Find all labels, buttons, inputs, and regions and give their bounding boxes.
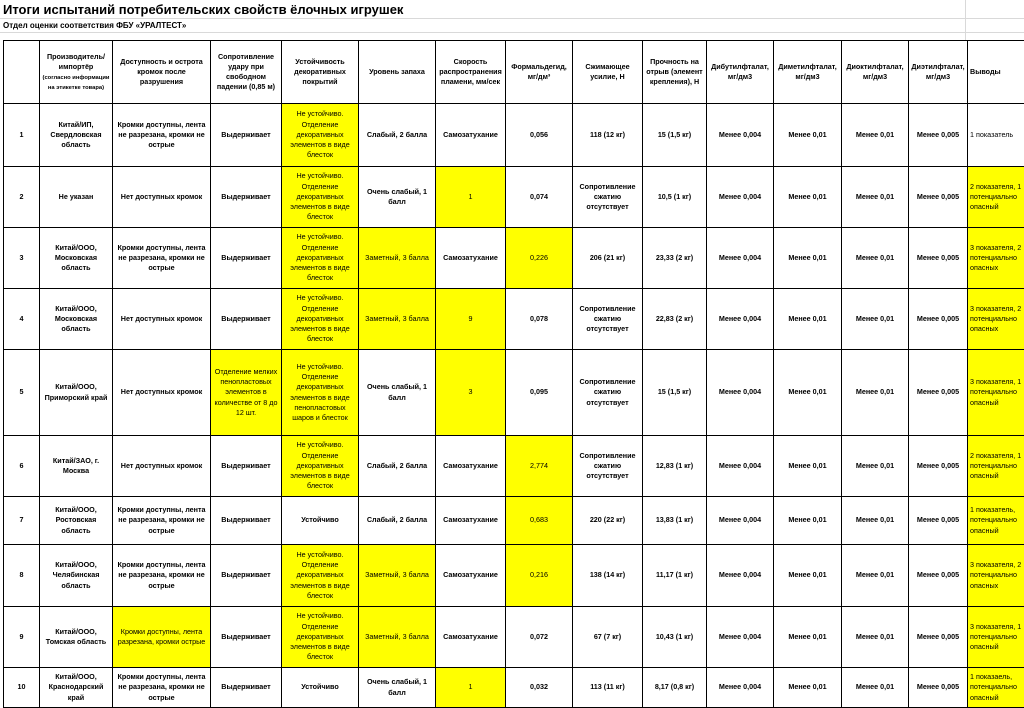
cell-dep: Менее 0,005 — [909, 228, 968, 289]
cell-impact: Выдерживает — [211, 104, 282, 167]
cell-dop: Менее 0,01 — [842, 497, 909, 545]
cell-dep: Менее 0,005 — [909, 607, 968, 668]
cell-dop: Менее 0,01 — [842, 104, 909, 167]
cell-formaldehyde: 0,078 — [506, 289, 573, 350]
cell-dop: Менее 0,01 — [842, 289, 909, 350]
cell-conclusion: 3 показателя, 2 потенциально опасных — [968, 545, 1024, 607]
cell-dep: Менее 0,005 — [909, 545, 968, 607]
cell-accessibility: Нет доступных кромок — [113, 350, 211, 436]
cell-compression: 220 (22 кг) — [573, 497, 643, 545]
cell-num: 9 — [4, 607, 40, 668]
header-accessibility: Доступность и острота кромок после разрушения — [113, 41, 211, 104]
cell-conclusion: 3 показателя, 2 потенциально опасных — [968, 289, 1024, 350]
cell-flame: 1 — [436, 668, 506, 708]
cell-odor: Заметный, 3 балла — [359, 228, 436, 289]
header-compression: Сжимающее усилие, Н — [573, 41, 643, 104]
cell-accessibility: Кромки доступны, лента не разрезана, кромки не острые — [113, 104, 211, 167]
header-formaldehyde: Формальдегид, мг/дм³ — [506, 41, 573, 104]
cell-flame: Самозатухание — [436, 545, 506, 607]
table-row — [4, 545, 1024, 607]
cell-num: 10 — [4, 668, 40, 708]
table-row — [4, 668, 1024, 708]
cell-compression: 206 (21 кг) — [573, 228, 643, 289]
cell-dep: Менее 0,005 — [909, 104, 968, 167]
cell-coating: Не устойчиво. Отделение декоративных элементов в виде блесток — [282, 104, 359, 167]
cell-flame: Самозатухание — [436, 436, 506, 497]
cell-tear: 15 (1,5 кг) — [643, 350, 707, 436]
grid-line — [965, 0, 966, 40]
cell-tear: 8,17 (0,8 кг) — [643, 668, 707, 708]
header-dep: Диэтилфталат, мг/дм3 — [909, 41, 968, 104]
table-row — [4, 167, 1024, 228]
cell-manufacturer: Китай/ООО, Ростовская область — [40, 497, 113, 545]
cell-flame: Самозатухание — [436, 497, 506, 545]
cell-dbp: Менее 0,004 — [707, 350, 774, 436]
cell-odor: Очень слабый, 1 балл — [359, 668, 436, 708]
cell-formaldehyde: 0,074 — [506, 167, 573, 228]
cell-tear: 10,5 (1 кг) — [643, 167, 707, 228]
cell-tear: 15 (1,5 кг) — [643, 104, 707, 167]
cell-dbp: Менее 0,004 — [707, 668, 774, 708]
cell-impact: Выдерживает — [211, 607, 282, 668]
cell-num: 8 — [4, 545, 40, 607]
cell-compression: Сопротивление сжатию отсутствует — [573, 436, 643, 497]
cell-dep: Менее 0,005 — [909, 167, 968, 228]
cell-flame: Самозатухание — [436, 607, 506, 668]
cell-impact: Выдерживает — [211, 497, 282, 545]
cell-odor: Слабый, 2 балла — [359, 436, 436, 497]
cell-compression: 67 (7 кг) — [573, 607, 643, 668]
header-dbp: Дибутилфталат, мг/дм3 — [707, 41, 774, 104]
cell-formaldehyde: 0,095 — [506, 350, 573, 436]
cell-flame: 9 — [436, 289, 506, 350]
cell-dbp: Менее 0,004 — [707, 436, 774, 497]
cell-manufacturer: Китай/ИП, Свердловская область — [40, 104, 113, 167]
cell-tear: 13,83 (1 кг) — [643, 497, 707, 545]
cell-accessibility: Нет доступных кромок — [113, 436, 211, 497]
cell-impact: Выдерживает — [211, 668, 282, 708]
cell-tear: 10,43 (1 кг) — [643, 607, 707, 668]
cell-accessibility: Кромки доступны, лента не разрезана, кромки не острые — [113, 545, 211, 607]
cell-dop: Менее 0,01 — [842, 228, 909, 289]
cell-coating: Не устойчиво. Отделение декоративных элементов в виде блесток — [282, 545, 359, 607]
cell-formaldehyde: 0,072 — [506, 607, 573, 668]
cell-dbp: Менее 0,004 — [707, 497, 774, 545]
page-subtitle: Отдел оценки соответствия ФБУ «УРАЛТЕСТ» — [3, 21, 187, 30]
table-row — [4, 104, 1024, 167]
cell-compression: 118 (12 кг) — [573, 104, 643, 167]
cell-num: 2 — [4, 167, 40, 228]
cell-dmp: Менее 0,01 — [774, 436, 842, 497]
cell-dmp: Менее 0,01 — [774, 350, 842, 436]
header-manufacturer-note: (согласно информации на этикетке товара) — [42, 75, 110, 92]
cell-dmp: Менее 0,01 — [774, 167, 842, 228]
header-tear: Прочность на отрыв (элемент крепления), Н — [643, 41, 707, 104]
header-dop: Диоктилфталат, мг/дм3 — [842, 41, 909, 104]
cell-num: 3 — [4, 228, 40, 289]
cell-dep: Менее 0,005 — [909, 497, 968, 545]
cell-manufacturer: Не указан — [40, 167, 113, 228]
cell-formaldehyde: 2,774 — [506, 436, 573, 497]
table-row — [4, 436, 1024, 497]
cell-dop: Менее 0,01 — [842, 668, 909, 708]
cell-dbp: Менее 0,004 — [707, 104, 774, 167]
cell-dop: Менее 0,01 — [842, 607, 909, 668]
header-row — [4, 41, 1024, 104]
cell-dmp: Менее 0,01 — [774, 545, 842, 607]
cell-manufacturer: Китай/ООО, Челябинская область — [40, 545, 113, 607]
cell-impact: Выдерживает — [211, 289, 282, 350]
cell-dmp: Менее 0,01 — [774, 497, 842, 545]
cell-dmp: Менее 0,01 — [774, 104, 842, 167]
cell-flame: 1 — [436, 167, 506, 228]
header-manufacturer-label: Производитель/ импортёр — [46, 51, 106, 71]
cell-coating: Не устойчиво. Отделение декоративных элементов в виде блесток — [282, 436, 359, 497]
cell-flame: 3 — [436, 350, 506, 436]
cell-conclusion: 2 показателя, 1 потенциально опасный — [968, 436, 1024, 497]
cell-odor: Заметный, 3 балла — [359, 607, 436, 668]
cell-manufacturer: Китай/ООО, Томская область — [40, 607, 113, 668]
cell-coating: Не устойчиво. Отделение декоративных элементов в виде блесток — [282, 289, 359, 350]
cell-formaldehyde: 0,683 — [506, 497, 573, 545]
header-dmp: Диметилфталат, мг/дм3 — [774, 41, 842, 104]
header-impact: Сопротивление удару при свободном падении (0,85 м) — [211, 41, 282, 104]
cell-dep: Менее 0,005 — [909, 436, 968, 497]
cell-formaldehyde: 0,226 — [506, 228, 573, 289]
grid-line — [0, 18, 1024, 19]
cell-coating: Устойчиво — [282, 668, 359, 708]
cell-tear: 22,83 (2 кг) — [643, 289, 707, 350]
cell-dep: Менее 0,005 — [909, 289, 968, 350]
cell-accessibility: Кромки доступны, лента не разрезана, кромки не острые — [113, 497, 211, 545]
cell-accessibility: Нет доступных кромок — [113, 289, 211, 350]
cell-tear: 23,33 (2 кг) — [643, 228, 707, 289]
table-row — [4, 350, 1024, 436]
cell-impact: Выдерживает — [211, 436, 282, 497]
cell-compression: 113 (11 кг) — [573, 668, 643, 708]
cell-accessibility: Кромки доступны, лента не разрезана, кромки не острые — [113, 228, 211, 289]
cell-impact: Отделение мелких пенопластовых элементов в количестве от 8 до 12 шт. — [211, 350, 282, 436]
cell-dmp: Менее 0,01 — [774, 668, 842, 708]
cell-dbp: Менее 0,004 — [707, 607, 774, 668]
cell-manufacturer: Китай/ООО, Московская область — [40, 289, 113, 350]
cell-dbp: Менее 0,004 — [707, 289, 774, 350]
table-row — [4, 228, 1024, 289]
cell-coating: Не устойчиво. Отделение декоративных элементов в виде пенопластовых шаров и блесток — [282, 350, 359, 436]
cell-tear: 12,83 (1 кг) — [643, 436, 707, 497]
cell-dop: Менее 0,01 — [842, 167, 909, 228]
cell-conclusion: 2 показателя, 1 потенциально опасный — [968, 167, 1024, 228]
cell-compression: Сопротивление сжатию отсутствует — [573, 350, 643, 436]
cell-coating: Не устойчиво. Отделение декоративных элементов в виде блесток — [282, 228, 359, 289]
cell-coating: Не устойчиво. Отделение декоративных элементов в виде блесток — [282, 167, 359, 228]
cell-dbp: Менее 0,004 — [707, 545, 774, 607]
header-odor: Уровень запаха — [359, 41, 436, 104]
cell-flame: Самозатухание — [436, 104, 506, 167]
cell-compression: Сопротивление сжатию отсутствует — [573, 167, 643, 228]
cell-manufacturer: Китай/ООО, Краснодарский край — [40, 668, 113, 708]
cell-dmp: Менее 0,01 — [774, 607, 842, 668]
header-flame: Скорость распространения пламени, мм/сек — [436, 41, 506, 104]
cell-dop: Менее 0,01 — [842, 350, 909, 436]
cell-num: 5 — [4, 350, 40, 436]
cell-accessibility: Кромки доступны, лента не разрезана, кромки не острые — [113, 668, 211, 708]
header-conclusion: Выводы — [968, 41, 1024, 104]
cell-impact: Выдерживает — [211, 167, 282, 228]
cell-conclusion: 3 показателя, 1 потенциально опасный — [968, 607, 1024, 668]
cell-formaldehyde: 0,056 — [506, 104, 573, 167]
page-title: Итоги испытаний потребительских свойств ёлочных игрушек — [3, 2, 404, 17]
cell-dep: Менее 0,005 — [909, 350, 968, 436]
cell-impact: Выдерживает — [211, 545, 282, 607]
cell-manufacturer: Китай/ЗАО, г. Москва — [40, 436, 113, 497]
cell-dep: Менее 0,005 — [909, 668, 968, 708]
cell-accessibility: Нет доступных кромок — [113, 167, 211, 228]
cell-odor: Заметный, 3 балла — [359, 289, 436, 350]
cell-odor: Заметный, 3 балла — [359, 545, 436, 607]
table-row — [4, 289, 1024, 350]
cell-dmp: Менее 0,01 — [774, 289, 842, 350]
cell-tear: 11,17 (1 кг) — [643, 545, 707, 607]
cell-flame: Самозатухание — [436, 228, 506, 289]
cell-odor: Очень слабый, 1 балл — [359, 167, 436, 228]
cell-compression: Сопротивление сжатию отсутствует — [573, 289, 643, 350]
cell-accessibility: Кромки доступны, лента разрезана, кромки острые — [113, 607, 211, 668]
cell-conclusion: 1 показаель, потенциально опасный — [968, 668, 1024, 708]
cell-compression: 138 (14 кг) — [573, 545, 643, 607]
cell-dmp: Менее 0,01 — [774, 228, 842, 289]
cell-odor: Слабый, 2 балла — [359, 497, 436, 545]
cell-dbp: Менее 0,004 — [707, 228, 774, 289]
cell-dop: Менее 0,01 — [842, 436, 909, 497]
cell-impact: Выдерживает — [211, 228, 282, 289]
cell-odor: Очень слабый, 1 балл — [359, 350, 436, 436]
table-row — [4, 607, 1024, 668]
cell-conclusion: 1 показатель, потенциально опасный — [968, 497, 1024, 545]
cell-manufacturer: Китай/ООО, Московская область — [40, 228, 113, 289]
cell-num: 4 — [4, 289, 40, 350]
cell-odor: Слабый, 2 балла — [359, 104, 436, 167]
cell-dbp: Менее 0,004 — [707, 167, 774, 228]
cell-formaldehyde: 0,032 — [506, 668, 573, 708]
cell-formaldehyde: 0,216 — [506, 545, 573, 607]
results-table — [3, 40, 1024, 708]
cell-num: 6 — [4, 436, 40, 497]
cell-dop: Менее 0,01 — [842, 545, 909, 607]
cell-conclusion: 1 показатель — [968, 104, 1024, 167]
cell-conclusion: 3 показателя, 1 потенциально опасный — [968, 350, 1024, 436]
grid-line — [0, 32, 1024, 33]
cell-manufacturer: Китай/ООО, Приморский край — [40, 350, 113, 436]
cell-conclusion: 3 показателя, 2 потенциально опасных — [968, 228, 1024, 289]
header-manufacturer — [40, 41, 113, 104]
cell-num: 1 — [4, 104, 40, 167]
table-row — [4, 497, 1024, 545]
cell-coating: Не устойчиво. Отделение декоративных элементов в виде блесток — [282, 607, 359, 668]
header-num — [4, 41, 40, 104]
cell-coating: Устойчиво — [282, 497, 359, 545]
cell-num: 7 — [4, 497, 40, 545]
header-coating: Устойчивость декоративных покрытий — [282, 41, 359, 104]
